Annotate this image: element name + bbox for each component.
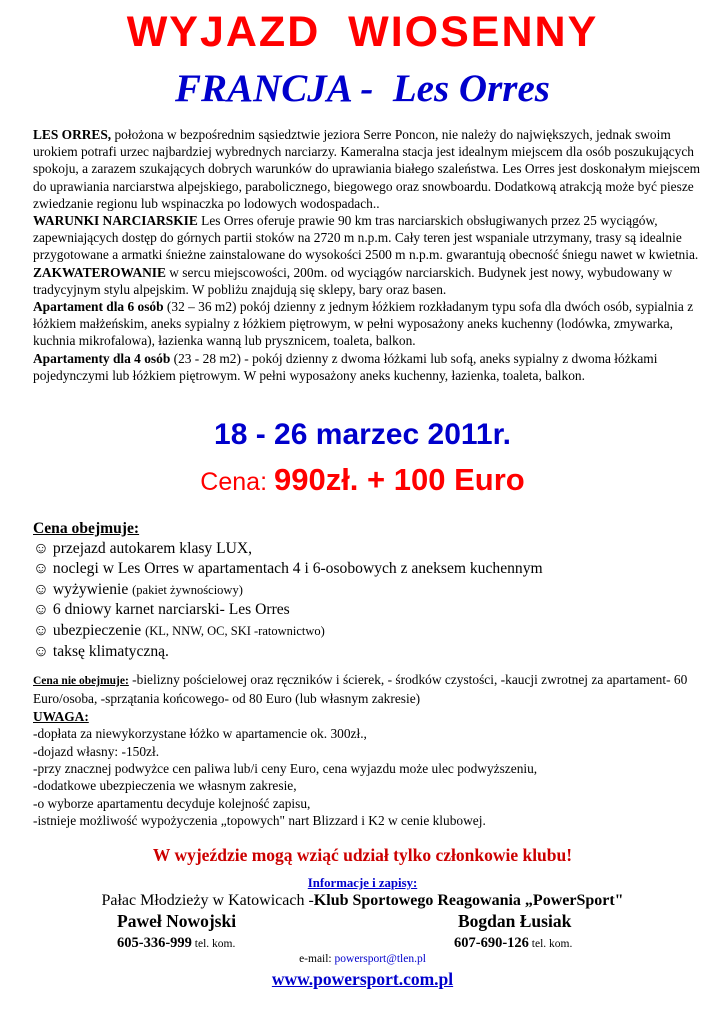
description bbox=[33, 126, 713, 384]
accommodation bbox=[33, 264, 713, 298]
included-item bbox=[33, 580, 713, 601]
notice-line: -przy znacznej podwyżce cen paliwa lub/i ceny Euro, cena wyjazdu może ulec podwyższeniu, bbox=[33, 761, 538, 777]
included-item-text: ubezpieczenie bbox=[49, 621, 146, 639]
smiley-icon: ☺ bbox=[33, 621, 49, 639]
ski-conditions bbox=[33, 212, 713, 264]
smiley-icon: ☺ bbox=[33, 601, 49, 619]
accommodation-text: w sercu miejscowości, 200m. od wyciągów narciarskich. Budynek jest nowy, wybudowany w tradycyjnym stylu alpejskim. W pobliżu znajdują się sklepy, bary oraz basen. bbox=[33, 264, 673, 297]
description-intro-bold: LES ORRES, bbox=[33, 127, 112, 142]
notes-section bbox=[33, 671, 713, 830]
email-link[interactable]: powersport@tlen.pl bbox=[334, 953, 426, 965]
contact1-phone-line bbox=[117, 934, 235, 952]
included-item-note: (pakiet żywnościowy) bbox=[132, 582, 243, 597]
email-line bbox=[0, 953, 725, 965]
included-item bbox=[33, 559, 713, 580]
smiley-icon: ☺ bbox=[33, 539, 49, 557]
contact2-name: Bogdan Łusiak bbox=[458, 911, 572, 931]
notice-line: -o wyborze apartamentu decyduje kolejność zapisu, bbox=[33, 795, 311, 811]
contact1-name: Paweł Nowojski bbox=[117, 911, 237, 931]
not-included bbox=[33, 671, 713, 708]
included-item-text: 6 dniowy karnet narciarski- Les Orres bbox=[49, 601, 290, 619]
page-title: WYJAZD WIOSENNY bbox=[126, 8, 599, 56]
page-subtitle: FRANCJA - Les Orres bbox=[175, 67, 550, 110]
notice-line: -istnieje możliwość wypożyczenia „topowych" nart Blizzard i K2 w cenie klubowej. bbox=[33, 813, 486, 829]
included-item-text: przejazd autokarem klasy LUX, bbox=[49, 539, 253, 557]
description-intro-text: położona w bezpośrednim sąsiedztwie jeziora Serre Poncon, nie należy do największych, jednak swoim urokiem potrafi urzec najbardziej wybrednych narciarzy. Kameralna stacja jest idealnym miejscem dla osób poszukujących spokoju, a zarazem szukających dobrych warunków do uprawiania białego szaleństwa. Les Orres jest doskonałym miejscem do uprawiania narciarstwa alpejskiego, parabolicznego, biegowego oraz snowboardu. Dodatkową atrakcją może być piesze zwiedzanie regionu lub wspinaczka po lodowych wodospadach.. bbox=[33, 127, 701, 211]
smiley-icon: ☺ bbox=[33, 580, 49, 598]
notice-line: -dopłata za niewykorzystane łóżko w apartamencie ok. 300zł., bbox=[33, 726, 367, 742]
price-value: 990zł. + 100 Euro bbox=[273, 462, 525, 497]
smiley-icon: ☺ bbox=[33, 642, 49, 660]
contact1-phone: 605-336-999 bbox=[117, 935, 192, 951]
not-included-header: Cena nie obejmuje: bbox=[33, 675, 129, 687]
accommodation-bold: ZAKWATEROWANIE bbox=[33, 264, 166, 280]
included-item bbox=[33, 642, 713, 663]
included-item bbox=[33, 621, 713, 642]
ski-conditions-bold: WARUNKI NARCIARSKIE bbox=[33, 213, 198, 229]
included-item-text: wyżywienie bbox=[49, 580, 133, 598]
members-only-notice: W wyjeździe mogą wziąć udział tylko członkowie klubu! bbox=[152, 845, 573, 865]
notice-line: -dodatkowe ubezpieczenia we własnym zakresie, bbox=[33, 778, 297, 794]
included-item bbox=[33, 600, 713, 621]
ski-conditions-text: Les Orres oferuje prawie 90 km tras narciarskich obsługiwanych przez 25 wyciągów, zapewniających dostęp do górnych partii stoków na 2720 m n.p.m. Cały teren jest wspaniale utrzymany, trasy są idealnie przygotowane a armatki śnieżne zainstalowane do wysokości 2500 m n.p.m. gwarantują obecność śniegu nawet w kwietnia. bbox=[33, 213, 699, 263]
club-line bbox=[0, 892, 725, 910]
notice-header: UWAGA: bbox=[33, 708, 89, 724]
apartment-6 bbox=[33, 298, 713, 350]
included-item-text: taksę klimatyczną. bbox=[49, 642, 169, 660]
description-intro bbox=[33, 126, 713, 212]
contact1-phone-suffix: tel. kom. bbox=[191, 938, 236, 950]
included-header: Cena obejmuje: bbox=[33, 520, 140, 537]
info-label: Informacje i zapisy: bbox=[307, 876, 418, 890]
website-link[interactable]: www.powersport.com.pl bbox=[271, 969, 454, 989]
email-label: e-mail: bbox=[299, 953, 335, 965]
club-plain: Pałac Młodzieży w Katowicach - bbox=[101, 892, 314, 909]
apartment-6-bold: Apartament dla 6 osób bbox=[33, 299, 164, 315]
included-item-note: (KL, NNW, OC, SKI -ratownictwo) bbox=[145, 623, 325, 638]
notice-line: -dojazd własny: -150zł. bbox=[33, 743, 160, 759]
contact2-phone-line bbox=[454, 934, 572, 952]
trip-price bbox=[0, 462, 725, 498]
apartment-4 bbox=[33, 350, 713, 384]
included-item-text: noclegi w Les Orres w apartamentach 4 i 6-osobowych z aneksem kuchennym bbox=[49, 560, 543, 578]
club-name: Klub Sportowego Reagowania „PowerSport" bbox=[313, 892, 624, 909]
apartment-6-text: (32 – 36 m2) pokój dzienny z jednym łóżkiem rozkładanym typu sofa dla dwóch osób, sypialnia z łóżkiem małżeńskim, aneks sypialny z łóżkiem piętrowym, w pełni wyposażony aneks kuchenny (lodówka, zmywarka, kuchnia mikrofalowa), łazienka wanną lub prysznicem, toaleta, balkon. bbox=[33, 299, 694, 349]
included-item bbox=[33, 539, 713, 560]
contact2-phone-suffix: tel. kom. bbox=[528, 938, 573, 950]
apartment-4-text: (23 - 28 m2) - pokój dzienny z dwoma łóżkami lub sofą, aneks sypialny z dwoma łóżkami pojedynczymi lub łóżkiem piętrowym. W pełni wyposażony aneks kuchenny, łazienka, toaleta, balkon. bbox=[33, 350, 658, 383]
smiley-icon: ☺ bbox=[33, 560, 49, 578]
not-included-text: -bielizny pościelowej oraz ręczników i ścierek, - środków czystości, -kaucji zwrotnej za apartament- 60 Euro/osoba, -sprzątania końcowego- od 80 Euro (lub własnym zakresie) bbox=[33, 672, 688, 707]
included-section bbox=[33, 519, 713, 662]
price-label: Cena: bbox=[200, 468, 274, 496]
trip-dates: 18 - 26 marzec 2011r. bbox=[214, 418, 511, 451]
contact2-phone: 607-690-126 bbox=[454, 935, 529, 951]
apartment-4-bold: Apartamenty dla 4 osób bbox=[33, 350, 171, 366]
